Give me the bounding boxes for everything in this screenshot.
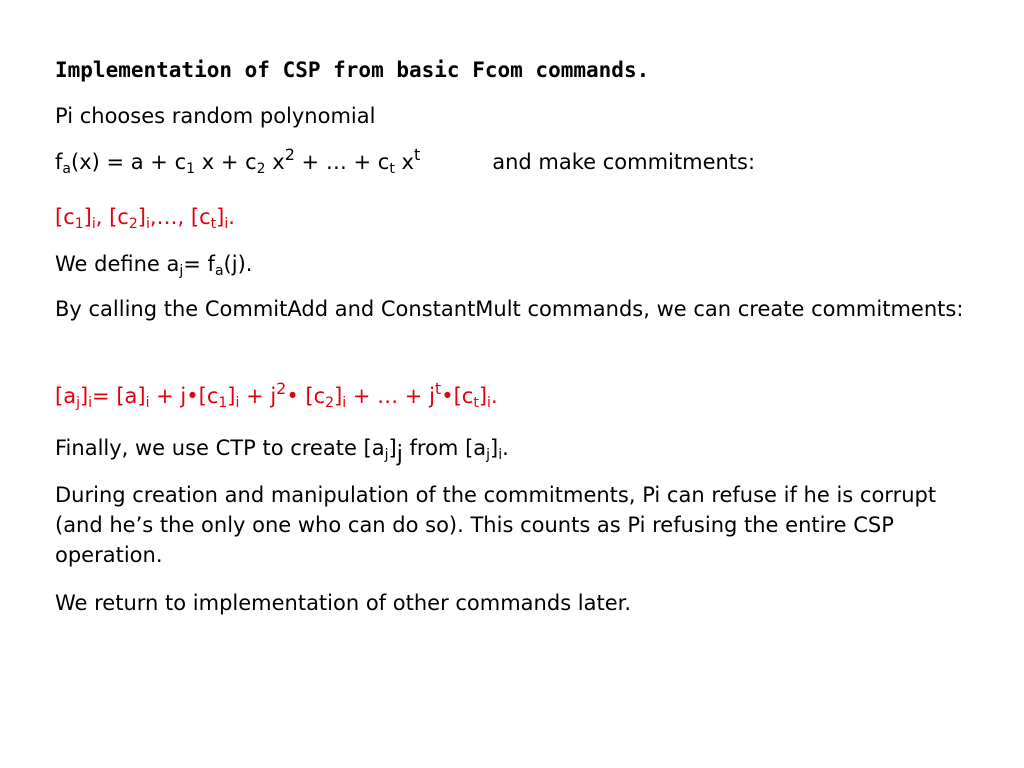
slide-title: Implementation of CSP from basic Fcom commands. (55, 58, 650, 82)
finally-big-j: j (396, 442, 403, 467)
finally-text-2: ] (388, 436, 397, 460)
poly-sub-t: t (389, 161, 395, 177)
polynomial-formula (55, 147, 755, 177)
commitments-list (55, 202, 235, 232)
poly-f: f (55, 150, 63, 174)
aj-text-5: ] (227, 384, 236, 408)
define-sub-j: j (179, 263, 184, 279)
commit-sub-i2: i (145, 216, 150, 232)
finally-text-3: from [a (402, 436, 487, 460)
aj-sub-2: 2 (325, 395, 335, 411)
poly-sub-1: 1 (186, 161, 196, 177)
poly-text-2: x + c (195, 150, 257, 174)
aj-text-6: + j (239, 384, 277, 408)
aj-text-1: [a (55, 384, 77, 408)
aj-sub-i4: i (342, 395, 347, 411)
finally-sub-i: i (498, 447, 503, 463)
poly-sup-2: 2 (284, 145, 295, 164)
return-paragraph: We return to implementation of other commands later. (55, 591, 632, 615)
finally-sub-j1: j (384, 447, 389, 463)
commit-sub-2: 2 (128, 216, 138, 232)
finally-text-4: ] (490, 436, 499, 460)
aj-text-10: •[c (441, 384, 474, 408)
poly-text-5: x (394, 150, 414, 174)
define-sub-a: a (214, 263, 224, 279)
poly-sub-a: a (62, 161, 71, 177)
aj-sub-i3: i (235, 395, 240, 411)
aj-text-2: ] (79, 384, 89, 408)
aj-text-4: + j•[c (149, 384, 219, 408)
aj-text-12: . (490, 384, 498, 408)
aj-sub-j: j (76, 395, 80, 411)
define-text-1: We define a (55, 252, 180, 276)
poly-sub-2: 2 (256, 161, 266, 177)
aj-text-3: = [a] (92, 384, 146, 408)
polynomial-intro: Pi chooses random polynomial (55, 104, 376, 128)
calling-paragraph: By calling the CommitAdd and ConstantMult commands, we can create commitments: (55, 297, 964, 321)
finally-text-1: Finally, we use CTP to create [a (55, 436, 385, 460)
aj-text-8: ] (334, 384, 343, 408)
aj-sub-i2: i (145, 395, 150, 411)
aj-text-9: + … + j (346, 384, 435, 408)
aj-text-11: ] (478, 384, 488, 408)
finally-sub-j2: j (486, 447, 491, 463)
define-text-3: (j). (223, 252, 253, 276)
commit-sub-1: 1 (74, 216, 84, 232)
aj-sup-2: 2 (276, 379, 287, 398)
poly-text-1: (x) = a + c (71, 150, 187, 174)
make-commitments-text: and make commitments: (492, 150, 756, 174)
commit-text-5: ,…, [c (149, 205, 211, 229)
corrupt-paragraph: During creation and manipulation of the commitments, Pi can refuse if he is corrupt (and he’s the only one who can do so). This counts as Pi refusing the entire CSP operation. (55, 483, 937, 567)
aj-sup-t: t (434, 379, 442, 398)
commit-text-2: ] (83, 205, 92, 229)
commit-text-7: . (228, 205, 235, 229)
commit-text-3: , [c (95, 205, 129, 229)
aj-sub-1: 1 (218, 395, 228, 411)
commit-sub-i3: i (224, 216, 229, 232)
define-text-2: = f (183, 252, 215, 276)
aj-sub-i1: i (88, 395, 93, 411)
poly-sup-t: t (413, 145, 421, 164)
aj-sub-t: t (473, 395, 479, 411)
finally-text-5: . (502, 436, 509, 460)
aj-sub-i5: i (487, 395, 491, 411)
commit-sub-i1: i (91, 216, 96, 232)
commit-text-6: ] (216, 205, 225, 229)
poly-text-3: x (265, 150, 285, 174)
commit-text-1: [c (55, 205, 75, 229)
commit-text-4: ] (137, 205, 146, 229)
commit-sub-t: t (210, 216, 217, 232)
poly-text-4: + … + c (294, 150, 390, 174)
define-aj (55, 249, 252, 279)
aj-commitment-formula (55, 381, 498, 411)
aj-text-7: • [c (286, 384, 326, 408)
finally-line (55, 433, 509, 467)
